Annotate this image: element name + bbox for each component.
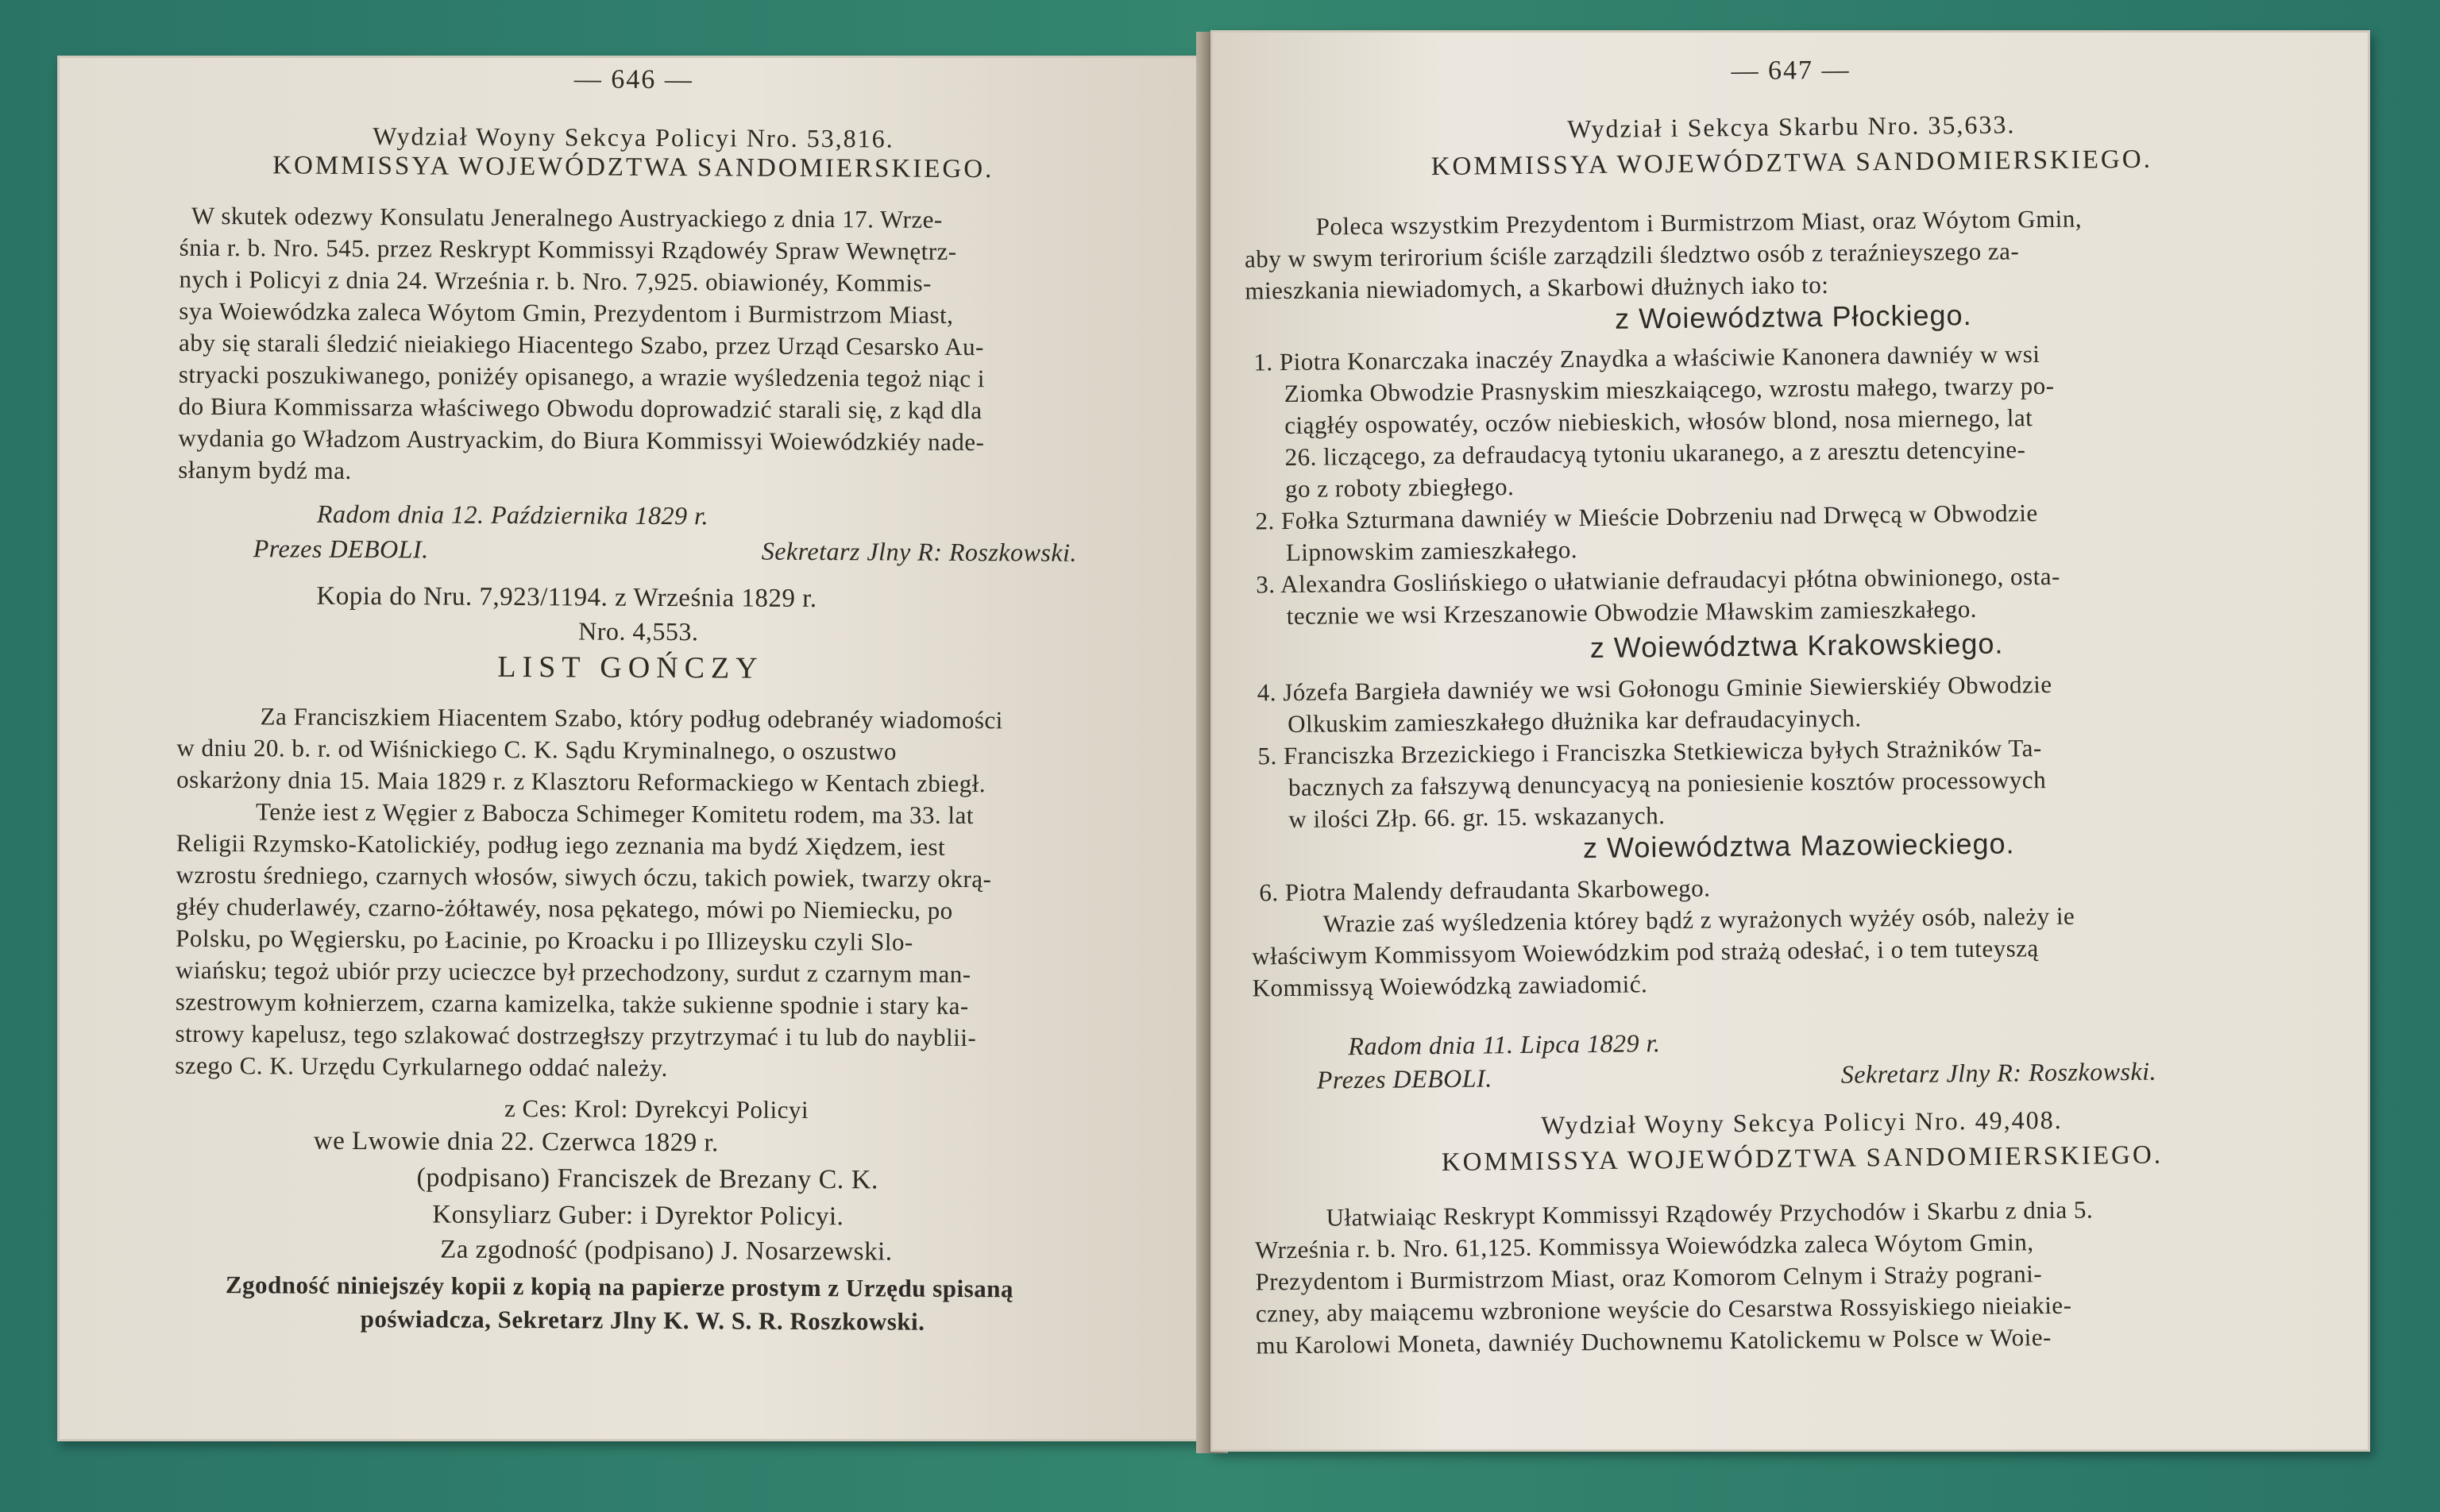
letter-line: Tenże iest z Węgier z Babocza Schimeger Komitetu rodem, ma 33. lat: [255, 797, 975, 830]
right-president: Prezes DEBOLI.: [1316, 1063, 1492, 1094]
left-title: KOMMISSYA WOJEWÓDZTWA SANDOMIERSKIEGO.: [272, 151, 994, 184]
sig-line: z Ces: Krol: Dyrekcyi Policyi: [504, 1094, 809, 1124]
right-intro-line: aby w swym terirorium ściśle zarządzili śledztwo osób z teraźnieyszego za-: [1244, 237, 2020, 273]
section-line: 1. Piotra Konarczaka inaczéy Znaydka a właściwie Kanonera dawniéy w wsi: [1253, 340, 2040, 376]
letter-line: oskarżony dnia 15. Maia 1829 r. z Klasztoru Reformackiego w Kentach zbiegł.: [176, 765, 986, 798]
right-intro-line: Poleca wszystkim Prezydentom i Burmistrzom Miast, oraz Wóytom Gmin,: [1315, 204, 2083, 241]
section-heading: z Woiewództwa Płockiego.: [1614, 298, 1972, 335]
closing-line: mu Karolowi Moneta, dawniéy Duchownemu Katolickemu w Polsce w Woie-: [1256, 1323, 2052, 1360]
left-date: Radom dnia 12. Października 1829 r.: [316, 499, 709, 530]
left-page: [57, 56, 1210, 1441]
left-header: Wydział Woyny Sekcya Policyi Nro. 53,816.: [373, 122, 894, 153]
section-line: Olkuskim zamieszkałego dłużnika kar defraudacyinych.: [1287, 704, 1862, 739]
right-page: [1210, 30, 2370, 1452]
letter-title: LIST GOŃCZY: [497, 650, 764, 685]
section-line: właściwym Kommissyom Woiewódzkim pod strażą odesłać, i o tem tuteyszą: [1252, 934, 2039, 970]
section-line: tecznie we wsi Krzeszanowie Obwodzie Mławskim zamieszkałego.: [1286, 594, 1978, 631]
left-body-line: aby się starali śledzić nieiakiego Hiacentego Szabo, przez Urząd Cesarsko Au-: [179, 328, 984, 361]
letter-line: Religii Rzymsko-Katolickiéy, podług iego zeznania ma bydź Xiędzem, iest: [176, 828, 946, 861]
right-intro-line: mieszkania niewiadomych, a Skarbowi dłużnych iako to:: [1245, 270, 1829, 305]
right-title-2: KOMMISSYA WOJEWÓDZTWA SANDOMIERSKIEGO.: [1441, 1140, 2164, 1178]
left-body-line: śnia r. b. Nro. 545. przez Reskrypt Kommissyi Rządowéy Spraw Wewnętrz-: [179, 233, 957, 265]
letter-line: szestrowym kołnierzem, czarna kamizelka, także sukienne spodnie i stary ka-: [175, 987, 969, 1020]
right-header: Wydział i Sekcya Skarbu Nro. 35,633.: [1567, 110, 2016, 144]
section-line: w ilości Złp. 66. gr. 15. wskazanych.: [1288, 801, 1666, 834]
closing-line: Września r. b. Nro. 61,125. Kommissya Woiewódzka zaleca Wóytom Gmin,: [1254, 1228, 2034, 1264]
left-body-line: W skutek odezwy Konsulatu Jeneralnego Austryackiego z dnia 17. Wrze-: [191, 201, 943, 233]
section-line: 6. Piotra Malendy defraudanta Skarbowego.: [1259, 874, 1711, 907]
sig-line: Za zgodność (podpisano) J. Nosarzewski.: [440, 1235, 893, 1267]
closing-line: czney, aby maiącemu wzbronione weyście do Cesarstwa Rossyiskiego nieiakie-: [1255, 1290, 2072, 1328]
left-page-number: — 646 —: [573, 64, 693, 95]
closing-line: Ułatwiaiąc Reskrypt Kommissyi Rządowéy Przychodów i Skarbu z dnia 5.: [1326, 1195, 2094, 1232]
section-line: Lipnowskim zamieszkałego.: [1285, 535, 1578, 567]
right-secretary: Sekretarz Jlny R: Roszkowski.: [1840, 1056, 2157, 1089]
left-secretary: Sekretarz Jlny R: Roszkowski.: [761, 536, 1078, 567]
closing-line: Prezydentom i Burmistrzom Miast, oraz Komorom Celnym i Straży pograni-: [1255, 1259, 2043, 1296]
section-heading: z Woiewództwa Mazowieckiego.: [1582, 827, 2015, 865]
letter-line: w dniu 20. b. r. od Wiśnickiego C. K. Sądu Kryminalnego, o oszustwo: [176, 733, 898, 766]
section-line: Ziomka Obwodzie Prasnyskim mieszkaiącego, wzrostu małego, twarzy po-: [1284, 371, 2055, 408]
left-body-line: wydania go Władzom Austryackim, do Biura Kommissyi Woiewódzkiéy nade-: [178, 423, 985, 457]
section-line: 26. liczącego, za defraudacyą tytoniu ukaranego, a z aresztu detencyine-: [1284, 435, 2026, 472]
sig-line: Konsyliarz Guber: i Dyrektor Policyi.: [432, 1200, 844, 1232]
letter-line: strowy kapelusz, tego szlakować dostrzegłszy przytrzymać i tu lub do nayblii-: [175, 1019, 977, 1052]
section-line: 3. Alexandra Goslińskiego o ułatwianie defraudacyi płótna obwinionego, osta-: [1256, 561, 2060, 599]
sig-line: Zgodność niniejszéy kopii z kopią na papierze prostym z Urzędu spisaną: [225, 1271, 1014, 1303]
section-line: 2. Fołka Szturmana dawniéy w Mieście Dobrzeniu nad Drwęcą w Obwodzie: [1255, 499, 2038, 535]
right-header-2: Wydział Woyny Sekcya Policyi Nro. 49,408.: [1541, 1105, 2063, 1140]
sig-line: poświadcza, Sekretarz Jlny K. W. S. R. Roszkowski.: [360, 1305, 925, 1336]
section-line: bacznych za fałszywą denuncyacyą na poniesienie kosztów processowych: [1288, 766, 2047, 802]
letter-line: szego C. K. Urzędu Cyrkularnego oddać należy.: [175, 1051, 668, 1082]
letter-line: Polsku, po Węgiersku, po Łacinie, po Kroacku i po Illizeysku czyli Slo-: [176, 924, 913, 956]
left-body-line: słanym bydź ma.: [178, 455, 352, 484]
section-line: go z roboty zbiegłego.: [1284, 472, 1515, 503]
right-date: Radom dnia 11. Lipca 1829 r.: [1348, 1028, 1661, 1061]
left-body-line: do Biura Kommissarza właściwego Obwodu doprowadzić starali się, z kąd dla: [178, 392, 983, 425]
left-president: Prezes DEBOLI.: [253, 534, 429, 564]
letter-line: wzrostu średniego, czarnych włosów, siwych óczu, takich powiek, twarzy okrą-: [176, 860, 992, 893]
section-line: Kommissyą Woiewódzką zawiadomić.: [1252, 970, 1648, 1002]
section-line: 5. Franciszka Brzezickiego i Franciszka Stetkiewicza byłych Strażników Ta-: [1257, 734, 2042, 770]
left-body-line: sya Woiewódzka zaleca Wóytom Gmin, Prezydentom i Burmistrzom Miast,: [179, 296, 954, 329]
left-copy-line: Kopia do Nru. 7,923/1194. z Września 1829 r.: [316, 581, 817, 614]
letter-line: Za Franciszkiem Hiacentem Szabo, który podług odebranéy wiadomości: [260, 702, 1003, 735]
letter-line: wiańsku; tegoż ubiór przy ucieczce był przechodzony, surdut z czarnym man-: [175, 955, 971, 989]
sig-line: (podpisano) Franciszek de Brezany C. K.: [416, 1163, 878, 1195]
left-body-line: stryacki poszukiwanego, poniżéy opisanego, a wrazie wyśledzenia tegoż niąc i: [178, 360, 985, 393]
left-copy-number: Nro. 4,553.: [578, 616, 699, 646]
sig-line: we Lwowie dnia 22. Czerwca 1829 r.: [313, 1126, 719, 1158]
section-line: ciągłéy ospowatéy, oczów niebieskich, włosów blond, nosa miernego, lat: [1284, 403, 2033, 440]
section-line: 4. Józefa Bargieła dawniéy we wsi Gołonogu Gminie Siewierskiéy Obwodzie: [1257, 669, 2052, 707]
right-title: KOMMISSYA WOJEWÓDZTWA SANDOMIERSKIEGO.: [1430, 145, 2153, 182]
section-line: Wrazie zaś wyśledzenia którey bądź z wyrażonych wyżéy osób, należy ie: [1322, 901, 2075, 938]
right-page-number: — 647 —: [1731, 55, 1851, 87]
left-body-line: nych i Policyi z dnia 24. Września r. b. Nro. 7,925. obiawionéy, Kommis-: [179, 264, 932, 297]
letter-line: głéy chuderlawéy, czarno-żółtawéy, nosa pękatego, mówi po Niemiecku, po: [176, 892, 953, 924]
section-heading: z Woiewództwa Krakowskiego.: [1589, 627, 2004, 665]
